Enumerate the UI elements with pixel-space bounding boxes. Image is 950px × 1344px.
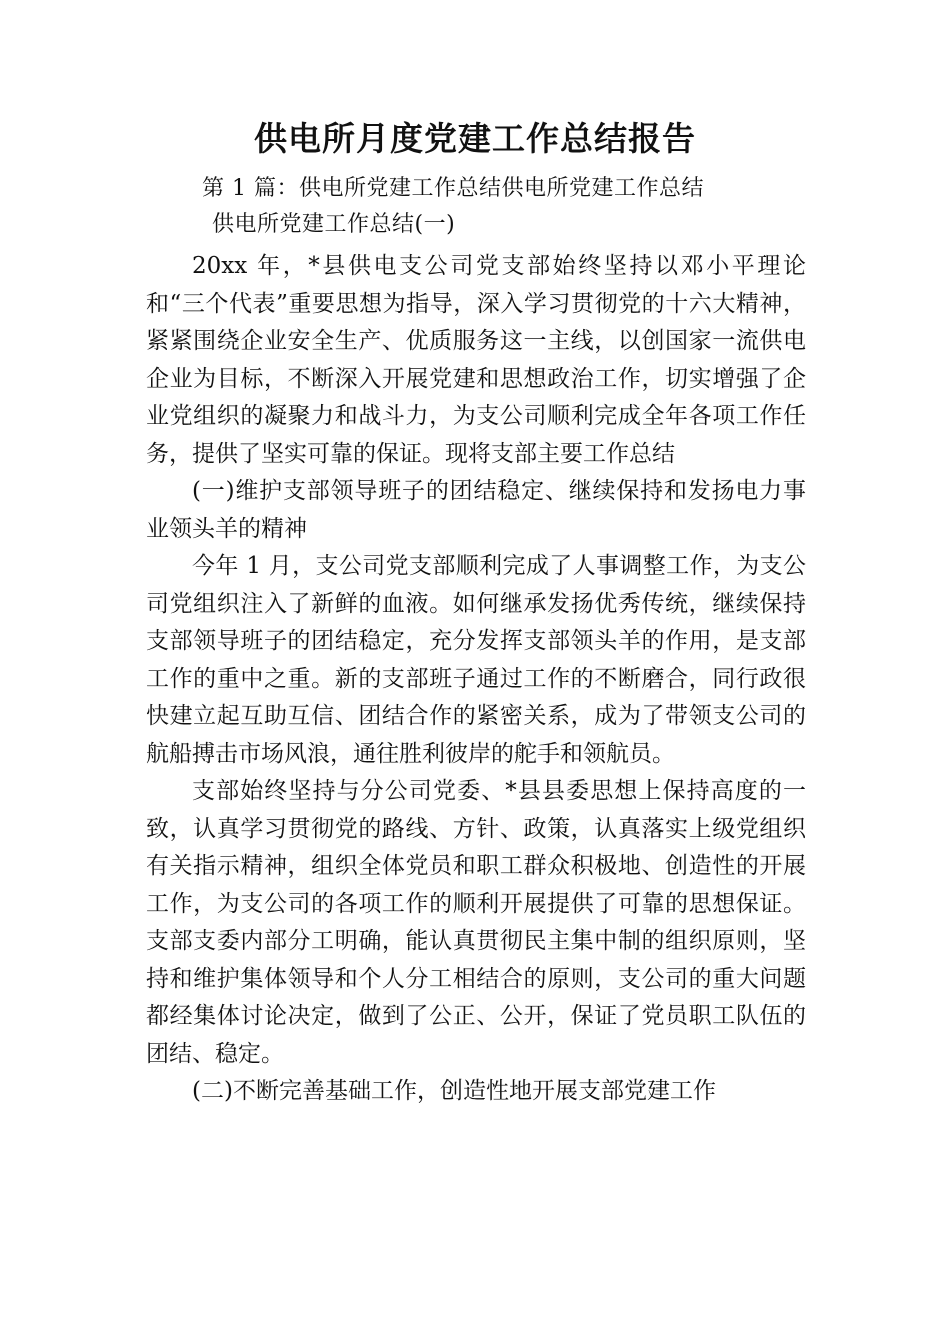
paragraph-leadership: 今年 1 月，支公司党支部顺利完成了人事调整工作，为支公司党组织注入了新鲜的血液。如何继承发扬优秀传统，继续保持支部领导班子的团结稳定，充分发挥支部领头羊的作用，是支部工作的重中之重。新的支部班子通过工作的不断磨合，同行政很快建立起互助互信、团结合作的紧密关系，成为了带领支公司的航船搏击市场风浪，通往胜利彼岸的舵手和领航员。: [146, 553, 806, 767]
paragraph-heading-2: (二)不断完善基础工作，创造性地开展支部党建工作: [192, 1078, 716, 1104]
paragraph-intro: 20xx 年，*县供电支公司党支部始终坚持以邓小平理论和“三个代表”重要思想为指导，深入学习贯彻党的十六大精神，紧紧围绕企业安全生产、优质服务这一主线，以创国家一流供电企业为目标，不断深入开展党建和思想政治工作，切实增强了企业党组织的凝聚力和战斗力，为支公司顺利完成全年各项工作任务，提供了坚实可靠的保证。现将支部主要工作总结: [146, 253, 806, 467]
body-text: [146, 248, 806, 1111]
paragraph-party-line: 支部始终坚持与分公司党委、*县县委思想上保持高度的一致，认真学习贯彻党的路线、方针、政策，认真落实上级党组织有关指示精神，组织全体党员和职工群众积极地、创造性的开展工作，为支公司的各项工作的顺利开展提供了可靠的思想保证。支部支委内部分工明确，能认真贯彻民主集中制的组织原则，坚持和维护集体领导和个人分工相结合的原则，支公司的重大问题都经集体讨论决定，做到了公正、公开，保证了党员职工队伍的团结、稳定。: [146, 778, 806, 1067]
document-title: 供电所月度党建工作总结报告: [254, 119, 696, 158]
section-heading: 供电所党建工作总结(一): [212, 212, 456, 237]
chapter-heading: 第 1 篇：供电所党建工作总结供电所党建工作总结: [202, 176, 704, 201]
paragraph-heading-1: (一)维护支部领导班子的团结稳定、继续保持和发扬电力事业领头羊的精神: [146, 478, 806, 542]
